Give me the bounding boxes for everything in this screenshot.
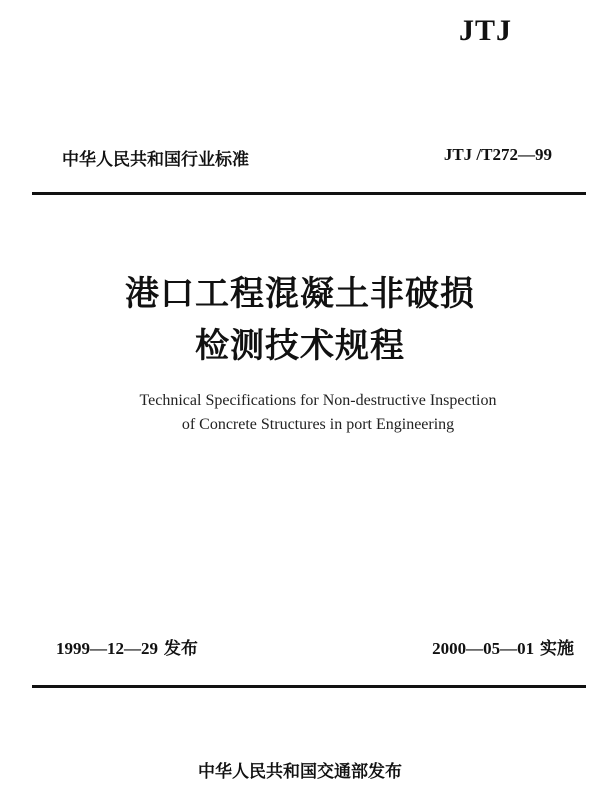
standard-type: 中华人民共和国行业标准 — [62, 150, 249, 170]
implement-date: 2000—05—01 — [432, 639, 535, 658]
publisher: 中华人民共和国交通部发布 — [198, 762, 402, 782]
title-cn-line1: 港口工程混凝土非破损 — [125, 274, 475, 314]
issue-label: 发布 — [163, 639, 198, 659]
title-en-line1: Technical Specifications for Non-destructive Inspection — [139, 392, 497, 409]
implement-label: 实施 — [540, 639, 574, 659]
top-divider — [32, 192, 586, 195]
standard-code: JTJ /T272—99 — [443, 145, 552, 164]
issue-date: 1999—12—29 — [56, 639, 158, 658]
title-cn-line2: 检测技术规程 — [195, 326, 405, 366]
series-mark: JTJ — [458, 14, 512, 47]
bottom-divider — [32, 685, 586, 688]
implement-date-block — [432, 634, 574, 659]
title-en-line2: of Concrete Structures in port Engineering — [181, 416, 455, 433]
issue-date-block — [56, 634, 198, 659]
